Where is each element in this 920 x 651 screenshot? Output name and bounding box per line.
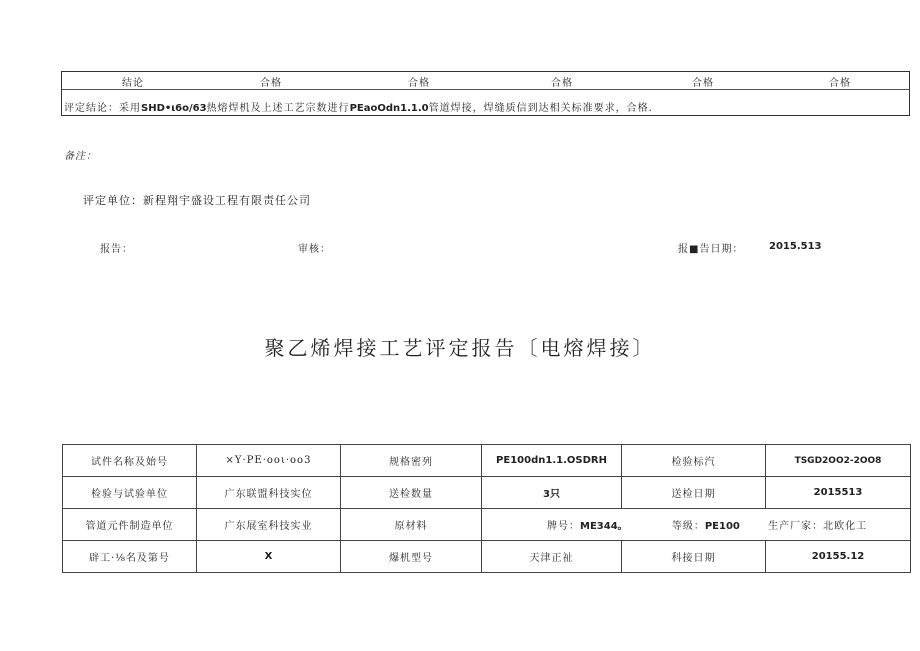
remarks-label: 备注： (64, 151, 97, 162)
table-cell: 规格密列 (341, 445, 482, 477)
table-cell: 检验标汽 (622, 445, 766, 477)
table-row (63, 445, 911, 477)
result-1: 合格 (260, 78, 282, 89)
table-cell: PE100dn1.1.OSDRH (482, 445, 622, 477)
table-cell: 送检日期 (622, 477, 766, 509)
table-cell: 辟工·⅛名及第号 (63, 541, 197, 573)
conclusion-text (64, 99, 653, 114)
level-label: 等级： (671, 521, 705, 532)
result-5: 合格 (829, 78, 851, 89)
conclusion-mid: 热熔焊机及上述工艺宗数进行 (206, 103, 350, 114)
table-cell: 爆机型号 (341, 541, 482, 573)
level-field (672, 517, 740, 532)
material-cell (482, 509, 911, 541)
table-cell: 2015513 (766, 477, 911, 509)
table-cell: 20155.12 (766, 541, 911, 573)
machine-code: SHD•ι6o/63 (141, 103, 207, 114)
table-cell: 广东展室科技实业 (197, 509, 341, 541)
result-3: 合格 (551, 78, 573, 89)
table-cell: X (197, 541, 341, 573)
table-cell: 试件名称及始号 (63, 445, 197, 477)
result-divider (62, 89, 909, 90)
table-cell: 检验与试验单位 (63, 477, 197, 509)
manufacturer: 生产厂家：北欧化工 (768, 521, 868, 532)
table-cell: 原材料 (341, 509, 482, 541)
table-cell: 送检数量 (341, 477, 482, 509)
table-cell: 管道元件制造单位 (63, 509, 197, 541)
report-date-value: 2015.513 (769, 241, 822, 252)
table-cell: ×Y·PE·ooι·oo3 (197, 445, 341, 477)
result-2: 合格 (408, 78, 430, 89)
table-cell: TSGD2OO2-2OO8 (766, 445, 911, 477)
table-row (63, 477, 911, 509)
conclusion-prefix: 评定结论：采用 (64, 103, 141, 114)
result-label: 结论 (122, 78, 144, 89)
report-date-label: 报■告日期： (678, 244, 744, 255)
level-value: PE100 (704, 521, 740, 532)
review-label: 审核： (298, 244, 331, 255)
table-row (63, 541, 911, 573)
grade-label: 牌号： (547, 521, 580, 532)
result-box (61, 71, 910, 116)
table-cell: 3只 (482, 477, 622, 509)
grade-field (547, 517, 628, 532)
report-label: 报告： (100, 244, 133, 255)
pipe-code: PEaoOdn1.1.0 (349, 103, 429, 114)
table-cell: 广东联盟科技实位 (197, 477, 341, 509)
info-table (62, 444, 911, 573)
grade-value: ME344。 (580, 521, 628, 532)
result-4: 合格 (692, 78, 714, 89)
page-title: 聚乙烯焊接工艺评定报告〔电熔焊接〕 (264, 336, 656, 360)
conclusion-suffix: 管道焊接，焊缝质信到达相关标准要求，合格. (428, 103, 653, 114)
result-row (62, 74, 909, 88)
evaluation-unit: 评定单位：新程翔宇盛设工程有限责任公司 (83, 194, 311, 207)
table-cell: 天津正祉 (482, 541, 622, 573)
table-cell: 科接日期 (622, 541, 766, 573)
table-row (63, 509, 911, 541)
